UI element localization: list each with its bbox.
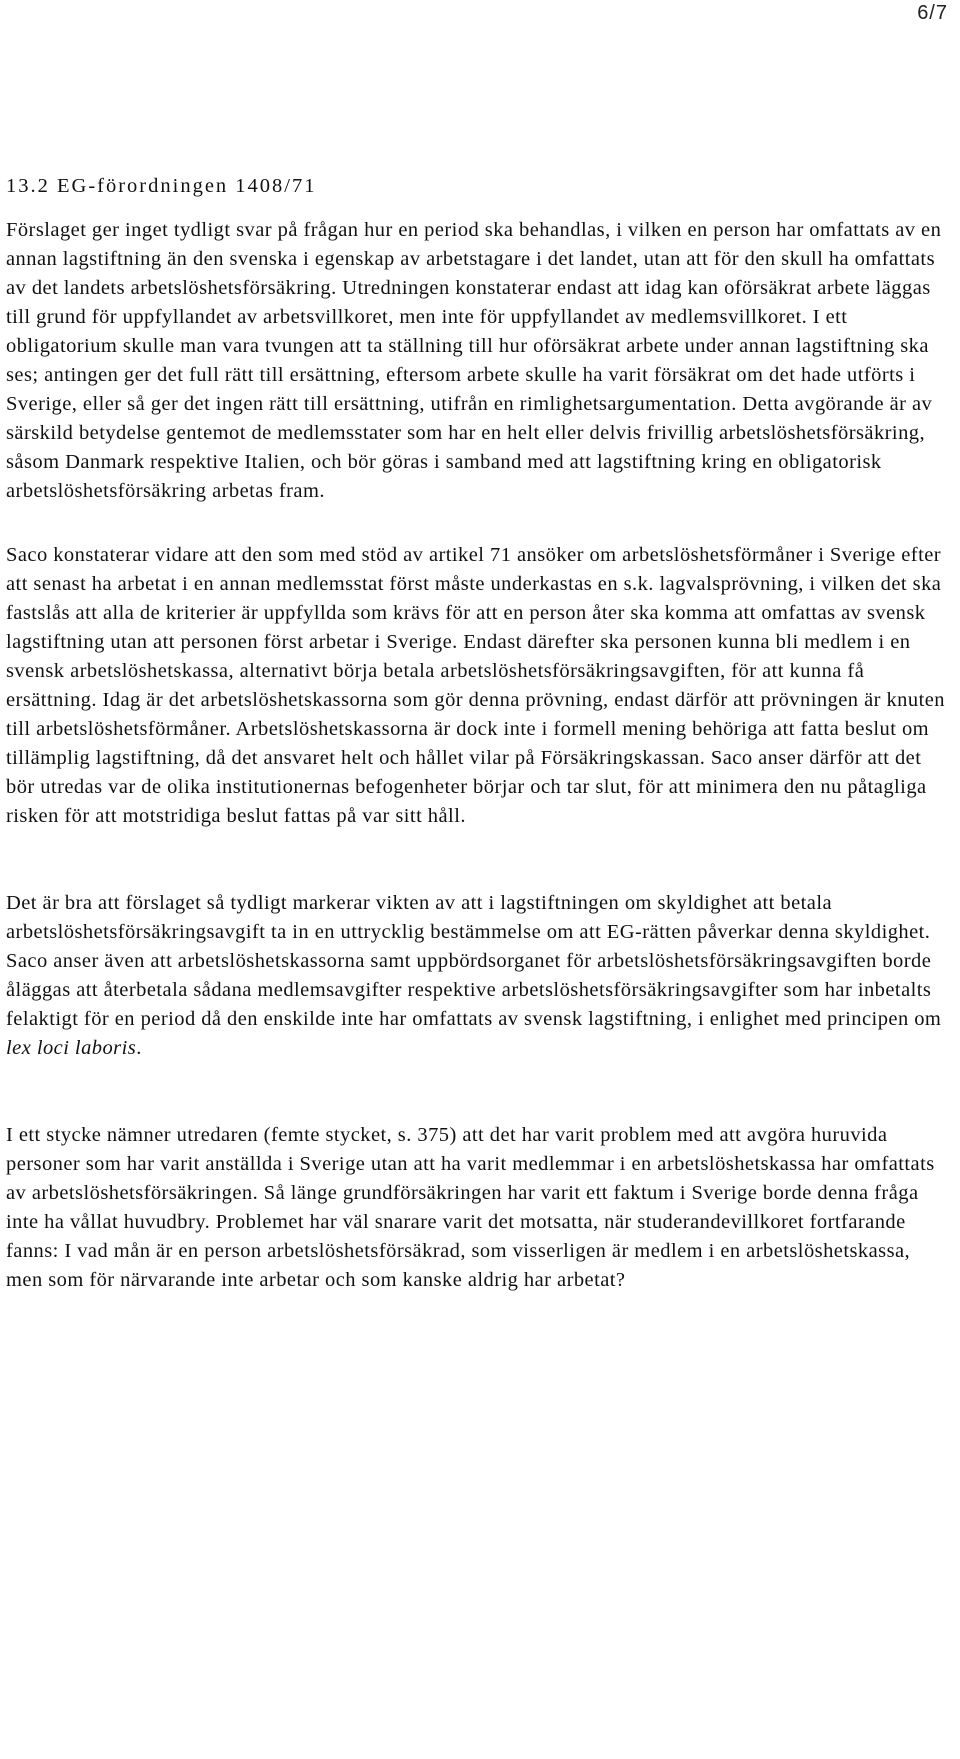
section-heading: 13.2 EG-förordningen 1408/71 <box>6 175 317 197</box>
paragraph-4: I ett stycke nämner utredaren (femte stycket, s. 375) att det har varit problem med att avgöra huruvida personer som har varit anställda i Sverige utan att ha varit medlemmar i en arbetslöshetskassa har omfattats av arbetslöshetsförsäkringen. Så länge grundförsäkringen har varit ett faktum i Sverige borde denna fråga inte ha vållat huvudbry. Problemet har väl snarare varit det motsatta, när studerandevillkoret fortfarande fanns: I vad mån är en person arbetslöshetsförsäkrad, som visserligen är medlem i en arbetslöshetskassa, men som för närvarande inte arbetar och som kanske aldrig har arbetat? <box>6 1124 935 1291</box>
paragraph-3-text: Det är bra att förslaget så tydligt markerar vikten av att i lagstiftningen om skyldighet att betala arbetslöshetsförsäkringsavgift ta in en uttrycklig bestämmelse om att EG-rätten påverkar denna skyldighet. Saco anser även att arbetslöshetskassorna samt uppbördsorganet för arbetslöshetsförsäkringsavgiften borde åläggas att återbetala sådana medlemsavgifter respektive arbetslöshetsförsäkringsavgifter som har inbetalts felaktigt för en period då den enskilde inte har omfattats av svensk lagstiftning, i enlighet med principen om <box>6 892 942 1030</box>
paragraph-2: Saco konstaterar vidare att den som med stöd av artikel 71 ansöker om arbetslöshetsförmåner i Sverige efter att senast ha arbetat i en annan medlemsstat först måste underkastas en s.k. lagvalsprövning, i vilken det ska fastslås att alla de kriterier är uppfyllda som krävs för att en person åter ska komma att omfattas av svensk lagstiftning utan att personen först arbetar i Sverige. Endast därefter ska personen kunna bli medlem i en svensk arbetslöshetskassa, alternativt börja betala arbetslöshetsförsäkringsavgiften, för att kunna få ersättning. Idag är det arbetslöshetskassorna som gör denna prövning, endast därför att prövningen är knuten till arbetslöshetsförmåner. Arbetslöshetskassorna är dock inte i formell mening behöriga att fatta beslut om tillämplig lagstiftning, då det ansvaret helt och hållet vilar på Försäkringskassan. Saco anser därför att det bör utredas var de olika institutionernas befogenheter börjar och tar slut, för att minimera den nu påtagliga risken för att motstridiga beslut fattas på var sitt håll. <box>6 544 945 827</box>
paragraph-3-latin-term: lex loci laboris <box>6 1037 137 1059</box>
paragraph-3-end: . <box>136 1037 142 1059</box>
paragraph-3 <box>6 889 951 1063</box>
paragraph-1: Förslaget ger inget tydligt svar på frågan hur en period ska behandlas, i vilken en person har omfattats av en annan lagstiftning än den svenska i egenskap av arbetstagare i det landet, utan att för den skull ha omfattats av det landets arbetslöshetsförsäkring. Utredningen konstaterar endast att idag kan oförsäkrat arbete läggas till grund för uppfyllandet av arbetsvillkoret, men inte för uppfyllandet av medlemsvillkoret. I ett obligatorium skulle man vara tvungen att ta ställning till hur oförsäkrat arbete under annan lagstiftning ska ses; antingen ger det full rätt till ersättning, eftersom arbete skulle ha varit försäkrat om det hade utförts i Sverige, eller så ger det ingen rätt till ersättning, utifrån en rimlighetsargumentation. Detta avgörande är av särskild betydelse gentemot de medlemsstater som har en helt eller delvis frivillig arbetslöshetsförsäkring, såsom Danmark respektive Italien, och bör göras i samband med att lagstiftning kring en obligatorisk arbetslöshetsförsäkring arbetas fram. <box>6 219 942 502</box>
page-number: 6/7 <box>917 2 948 24</box>
document-body <box>6 172 951 1295</box>
